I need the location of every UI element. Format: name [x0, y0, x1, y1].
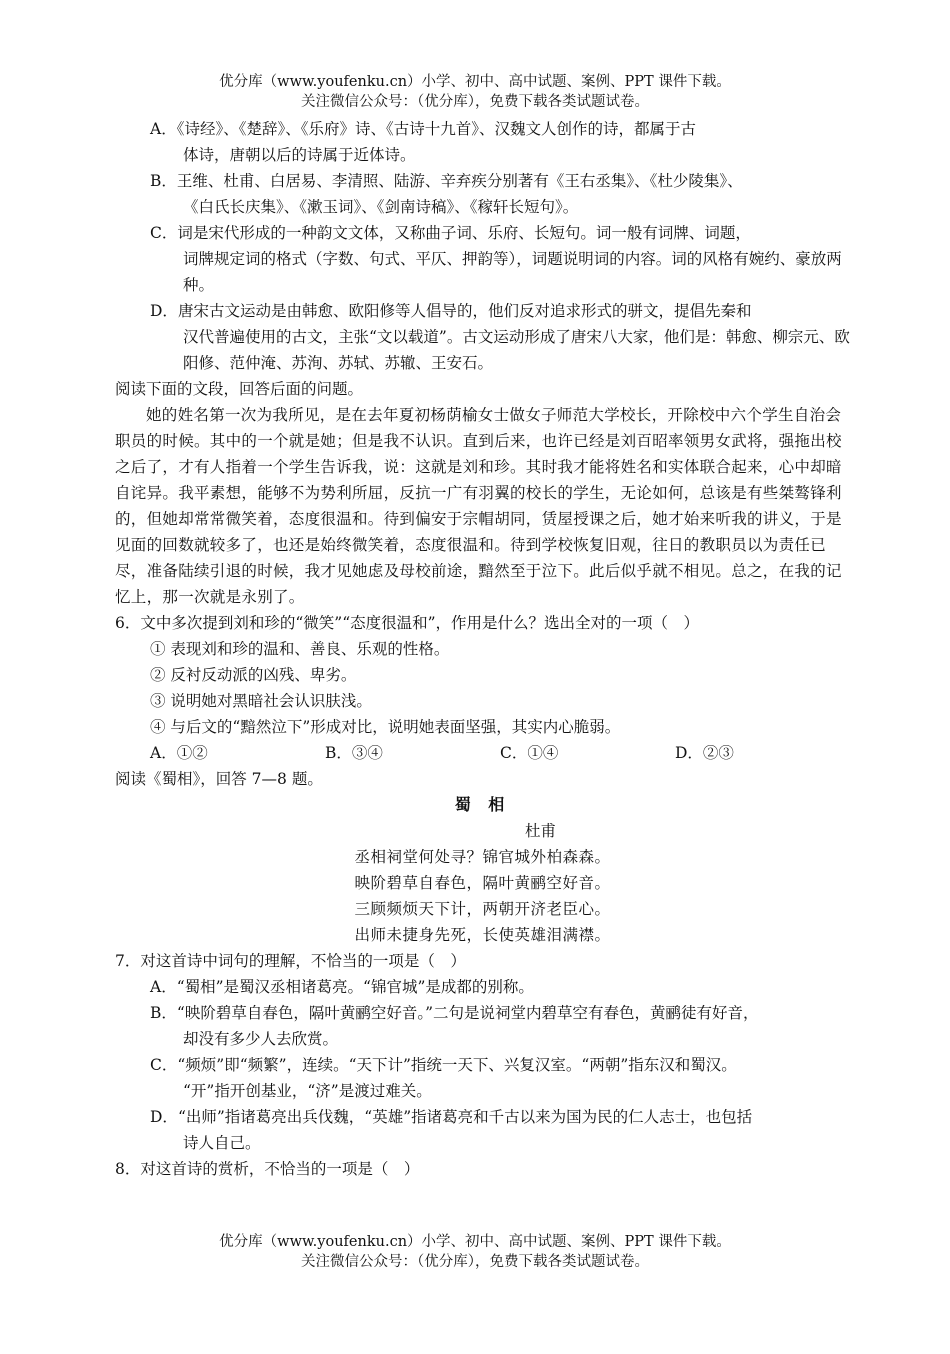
poem: [115, 792, 850, 948]
q6-choices: [150, 740, 850, 766]
q6-item-3: ③ 说明她对黑暗社会认识肤浅。: [150, 692, 372, 710]
q7-stem: 7．对这首诗中词句的理解，不恰当的一项是（ ）: [115, 952, 466, 970]
option-text-cont: 诗人自己。: [183, 1134, 261, 1152]
q5-option-c: [150, 220, 850, 298]
poem-title: 蜀 相: [454, 795, 511, 814]
document-body: [115, 116, 850, 1182]
option-label: C．: [150, 1056, 178, 1074]
option-label: B．: [150, 1004, 177, 1022]
option-label: D．: [150, 1108, 178, 1126]
q6-item-2: ② 反衬反动派的凶残、卑劣。: [150, 666, 357, 684]
poem-line-3: 三顾频烦天下计，两朝开济老臣心。: [354, 900, 611, 918]
q6-choice-b: B．③④: [325, 744, 383, 762]
reading-intro: 阅读下面的文段，回答后面的问题。: [115, 380, 364, 398]
option-text: 《诗经》、《楚辞》、《乐府》诗、《古诗十九首》、汉魏文人创作的诗，都属于古: [176, 120, 696, 138]
q5-option-d: [150, 298, 850, 376]
poem-intro: 阅读《蜀相》，回答 7—8 题。: [115, 770, 323, 788]
q7-option-d: [150, 1104, 850, 1156]
option-text-cont: 汉代普遍使用的古文，主张“文以载道”。古文运动形成了唐宋八大家，他们是：韩愈、柳宗元、欧阳修、范仲淹、苏洵、苏轼、苏辙、王安石。: [183, 328, 850, 372]
q5-options: [115, 116, 850, 376]
q6-choice-a: A．①②: [150, 744, 208, 762]
poem-author: 杜甫: [525, 822, 557, 840]
option-label: D．: [150, 302, 178, 320]
option-text: 词是宋代形成的一种韵文文体，又称曲子词、乐府、长短句。词一般有词牌、词题，: [177, 224, 751, 242]
option-text: 唐宋古文运动是由韩愈、欧阳修等人倡导的，他们反对追求形式的骈文，提倡先秦和: [177, 302, 752, 320]
question-6: [115, 610, 850, 766]
q6-stem: 6．文中多次提到刘和珍的“微笑”“态度很温和”，作用是什么？选出全对的一项（ ）: [115, 614, 700, 632]
footer-line-1: 优分库（www.youfenku.cn）小学、初中、高中试题、案例、PPT 课件下载。: [219, 1234, 731, 1250]
option-label: C．: [150, 224, 178, 242]
poem-line-2: 映阶碧草自春色，隔叶黄鹂空好音。: [354, 874, 611, 892]
q6-item-1: ① 表现刘和珍的温和、善良、乐观的性格。: [150, 640, 450, 658]
option-text: “出师”指诸葛亮出兵伐魏，“英雄”指诸葛亮和千古以来为国为民的仁人志士，也包括: [177, 1108, 753, 1126]
option-text: “频烦”即“频繁”，连续。“天下计”指统一天下、兴复汉室。“两朝”指东汉和蜀汉。: [177, 1056, 737, 1074]
poem-line-1: 丞相祠堂何处寻？锦官城外柏森森。: [354, 848, 611, 866]
reading-passage: 她的姓名第一次为我所见，是在去年夏初杨荫榆女士做女子师范大学校长，开除校中六个学生自治会职员的时候。其中的一个就是她；但是我不认识。直到后来，也许已经是刘百昭率领男女武将，强拖出校之后了，才有人指着一个学生告诉我，说：这就是刘和珍。其时我才能将姓名和实体联合起来，心中却暗自诧异。我平素想，能够不为势利所屈，反抗一广有羽翼的校长的学生，无论如何，总该是有些桀骜锋利的，但她却常常微笑着，态度很温和。待到偏安于宗帽胡同，赁屋授课之后，她才始来听我的讲义，于是见面的回数就较多了，也还是始终微笑着，态度很温和。待到学校恢复旧观，往日的教职员以为责任已尽，准备陆续引退的时候，我才见她虑及母校前途，黯然至于泣下。此后似乎就不相见。总之，在我的记忆上，那一次就是永别了。: [115, 406, 842, 606]
q8-stem: 8．对这首诗的赏析，不恰当的一项是（ ）: [115, 1160, 420, 1178]
option-text-cont: 体诗，唐朝以后的诗属于近体诗。: [183, 146, 416, 164]
q5-option-a: [150, 116, 850, 168]
header-line-2: 关注微信公众号：（优分库），免费下载各类试题试卷。: [301, 94, 649, 110]
option-text: “蜀相”是蜀汉丞相诸葛亮。“锦官城”是成都的别称。: [176, 978, 534, 996]
q6-choice-d: D．②③: [675, 744, 734, 762]
option-text: “映阶碧草自春色，隔叶黄鹂空好音。”二句是说祠堂内碧草空有春色，黄鹂徒有好音，: [176, 1004, 759, 1022]
option-text-cont: 却没有多少人去欣赏。: [183, 1030, 339, 1048]
header-line-1: 优分库（www.youfenku.cn）小学、初中、高中试题、案例、PPT 课件下载。: [219, 74, 731, 90]
q5-option-b: [150, 168, 850, 220]
q6-item-4: ④ 与后文的“黯然泣下”形成对比，说明她表面坚强，其实内心脆弱。: [150, 718, 621, 736]
page-header: [0, 72, 950, 112]
option-text: 王维、杜甫、白居易、李清照、陆游、辛弃疾分别著有《王右丞集》、《杜少陵集》、: [176, 172, 743, 190]
question-7: [115, 948, 850, 1156]
option-text-cont: “开”指开创基业，“济”是渡过难关。: [183, 1082, 432, 1100]
option-text-cont: 《白氏长庆集》、《漱玉词》、《剑南诗稿》、《稼轩长短句》。: [183, 198, 579, 216]
footer-line-2: 关注微信公众号：（优分库），免费下载各类试题试卷。: [301, 1254, 649, 1270]
option-text-cont: 词牌规定词的格式（字数、句式、平仄、押韵等），词题说明词的内容。词的风格有婉约、豪放两种。: [183, 250, 842, 294]
option-label: B．: [150, 172, 177, 190]
option-label: A．: [150, 120, 177, 138]
poem-line-4: 出师未捷身先死，长使英雄泪满襟。: [354, 926, 611, 944]
q7-option-b: [150, 1000, 850, 1052]
q6-choice-c: C．①④: [500, 744, 559, 762]
q7-option-a: [150, 974, 850, 1000]
q7-option-c: [150, 1052, 850, 1104]
page-footer: [0, 1232, 950, 1272]
option-label: A．: [150, 978, 177, 996]
